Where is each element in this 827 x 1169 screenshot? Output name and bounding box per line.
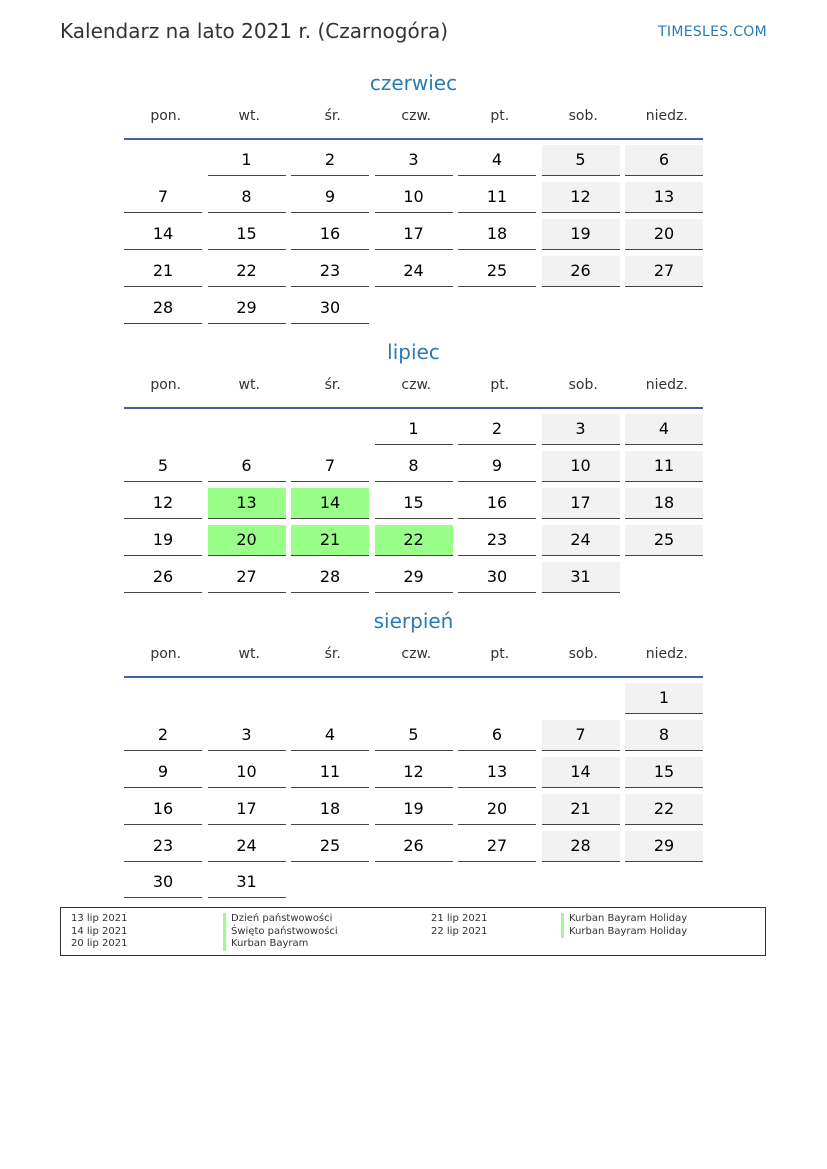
day-cell-empty — [208, 414, 286, 445]
day-cell-empty — [458, 683, 536, 714]
day-cell: 10 — [375, 182, 453, 213]
legend-date: 20 lip 2021 — [71, 938, 128, 949]
brand-logo[interactable]: TIMESLES.COM — [658, 24, 767, 40]
day-cell-empty — [124, 683, 202, 714]
weekday-label: sob. — [568, 377, 598, 393]
weekday-header — [124, 369, 703, 409]
day-cell: 7 — [542, 720, 620, 751]
day-cell: 8 — [625, 720, 703, 751]
day-cell: 15 — [375, 488, 453, 519]
day-cell: 14 — [124, 219, 202, 250]
day-cell: 22 — [625, 794, 703, 825]
legend-holiday-name: Święto państwowości — [223, 926, 338, 939]
day-cell: 6 — [625, 145, 703, 176]
day-cell: 12 — [124, 488, 202, 519]
day-cell: 11 — [291, 757, 369, 788]
day-cell: 19 — [542, 219, 620, 250]
weekday-label: śr. — [324, 377, 341, 393]
day-cell: 5 — [124, 451, 202, 482]
holiday-legend — [60, 907, 766, 956]
weekday-label: czw. — [401, 377, 432, 393]
day-cell: 24 — [375, 256, 453, 287]
day-cell: 3 — [375, 145, 453, 176]
day-cell-empty — [375, 683, 453, 714]
weekday-label: niedz. — [645, 377, 688, 393]
legend-names-right — [561, 913, 687, 938]
day-cell: 13 — [208, 488, 286, 519]
day-cell: 9 — [458, 451, 536, 482]
weekday-label: wt. — [238, 108, 260, 124]
month-title: sierpień — [373, 609, 454, 633]
legend-names-left — [223, 913, 338, 951]
day-cell: 29 — [625, 831, 703, 862]
day-cell: 26 — [375, 831, 453, 862]
weekday-label: pt. — [490, 377, 510, 393]
weekday-label: pon. — [150, 377, 182, 393]
month-july — [124, 338, 703, 598]
legend-dates-right — [431, 913, 487, 938]
day-cell: 23 — [291, 256, 369, 287]
day-cell: 18 — [291, 794, 369, 825]
day-cell-empty — [542, 683, 620, 714]
day-cell-empty — [124, 145, 202, 176]
legend-holiday-name: Kurban Bayram Holiday — [561, 926, 687, 939]
day-cell: 23 — [458, 525, 536, 556]
day-cell: 30 — [458, 562, 536, 593]
day-cell: 9 — [124, 757, 202, 788]
day-cell: 25 — [625, 525, 703, 556]
day-cell: 21 — [291, 525, 369, 556]
day-cell-empty — [208, 683, 286, 714]
month-title: lipiec — [387, 340, 440, 364]
weekday-label: pt. — [490, 108, 510, 124]
day-cell: 30 — [291, 293, 369, 324]
weekday-header — [124, 100, 703, 140]
day-cell-empty — [291, 683, 369, 714]
weekday-label: wt. — [238, 377, 260, 393]
day-cell: 1 — [625, 683, 703, 714]
day-cell: 6 — [208, 451, 286, 482]
weekday-label: czw. — [401, 646, 432, 662]
day-cell: 21 — [542, 794, 620, 825]
day-cell: 24 — [542, 525, 620, 556]
day-cell: 17 — [375, 219, 453, 250]
day-cell: 10 — [542, 451, 620, 482]
day-cell: 16 — [458, 488, 536, 519]
weekday-label: pt. — [490, 646, 510, 662]
day-cell: 4 — [458, 145, 536, 176]
day-cell: 17 — [542, 488, 620, 519]
day-cell: 18 — [625, 488, 703, 519]
legend-holiday-name: Dzień państwowości — [223, 913, 338, 926]
legend-holiday-name: Kurban Bayram — [223, 938, 338, 951]
day-cell: 30 — [124, 867, 202, 898]
day-cell: 9 — [291, 182, 369, 213]
day-cell: 8 — [208, 182, 286, 213]
day-cell: 4 — [625, 414, 703, 445]
weekday-label: czw. — [401, 108, 432, 124]
weekday-header — [124, 638, 703, 678]
day-grid — [124, 683, 703, 904]
legend-date: 14 lip 2021 — [71, 925, 128, 937]
day-cell: 31 — [208, 867, 286, 898]
day-cell: 15 — [208, 219, 286, 250]
day-cell: 7 — [124, 182, 202, 213]
day-cell: 19 — [124, 525, 202, 556]
day-cell: 19 — [375, 794, 453, 825]
weekday-label: niedz. — [645, 108, 688, 124]
day-cell: 21 — [124, 256, 202, 287]
day-cell: 29 — [375, 562, 453, 593]
day-cell: 3 — [542, 414, 620, 445]
weekday-label: pon. — [150, 646, 182, 662]
weekday-label: pon. — [150, 108, 182, 124]
day-cell: 27 — [208, 562, 286, 593]
day-cell-empty — [291, 414, 369, 445]
day-cell: 8 — [375, 451, 453, 482]
day-cell: 31 — [542, 562, 620, 593]
day-cell: 1 — [208, 145, 286, 176]
weekday-label: śr. — [324, 646, 341, 662]
day-cell: 10 — [208, 757, 286, 788]
day-cell: 6 — [458, 720, 536, 751]
day-cell: 12 — [375, 757, 453, 788]
legend-date: 13 lip 2021 — [71, 913, 128, 924]
legend-dates-left — [71, 913, 127, 951]
day-cell: 12 — [542, 182, 620, 213]
month-title: czerwiec — [369, 71, 458, 95]
day-cell: 7 — [291, 451, 369, 482]
day-cell: 27 — [625, 256, 703, 287]
day-cell: 18 — [458, 219, 536, 250]
day-cell: 2 — [458, 414, 536, 445]
day-cell: 3 — [208, 720, 286, 751]
day-cell: 17 — [208, 794, 286, 825]
weekday-label: sob. — [568, 646, 598, 662]
weekday-label: wt. — [238, 646, 260, 662]
day-cell: 13 — [625, 182, 703, 213]
day-cell: 24 — [208, 831, 286, 862]
day-cell: 2 — [124, 720, 202, 751]
day-cell: 16 — [291, 219, 369, 250]
weekday-label: sob. — [568, 108, 598, 124]
day-cell: 11 — [625, 451, 703, 482]
day-cell: 5 — [542, 145, 620, 176]
day-cell: 26 — [124, 562, 202, 593]
page-title: Kalendarz na lato 2021 r. (Czarnogóra) — [60, 19, 448, 43]
day-cell: 25 — [458, 256, 536, 287]
legend-date: 21 lip 2021 — [431, 913, 488, 924]
month-august — [124, 607, 703, 904]
day-grid — [124, 414, 703, 598]
day-cell: 14 — [542, 757, 620, 788]
day-grid — [124, 145, 703, 329]
day-cell: 26 — [542, 256, 620, 287]
weekday-label: śr. — [324, 108, 341, 124]
day-cell: 22 — [375, 525, 453, 556]
legend-date: 22 lip 2021 — [431, 925, 488, 937]
day-cell: 15 — [625, 757, 703, 788]
day-cell: 28 — [542, 831, 620, 862]
day-cell: 29 — [208, 293, 286, 324]
legend-holiday-name: Kurban Bayram Holiday — [561, 913, 687, 926]
day-cell: 13 — [458, 757, 536, 788]
day-cell-empty — [124, 414, 202, 445]
day-cell: 22 — [208, 256, 286, 287]
day-cell: 16 — [124, 794, 202, 825]
day-cell: 11 — [458, 182, 536, 213]
day-cell: 20 — [458, 794, 536, 825]
day-cell: 14 — [291, 488, 369, 519]
day-cell: 4 — [291, 720, 369, 751]
day-cell: 20 — [208, 525, 286, 556]
day-cell: 2 — [291, 145, 369, 176]
day-cell: 20 — [625, 219, 703, 250]
day-cell: 23 — [124, 831, 202, 862]
day-cell: 28 — [291, 562, 369, 593]
weekday-label: niedz. — [645, 646, 688, 662]
day-cell: 28 — [124, 293, 202, 324]
day-cell: 27 — [458, 831, 536, 862]
day-cell: 25 — [291, 831, 369, 862]
month-june — [124, 69, 703, 329]
day-cell: 5 — [375, 720, 453, 751]
day-cell: 1 — [375, 414, 453, 445]
